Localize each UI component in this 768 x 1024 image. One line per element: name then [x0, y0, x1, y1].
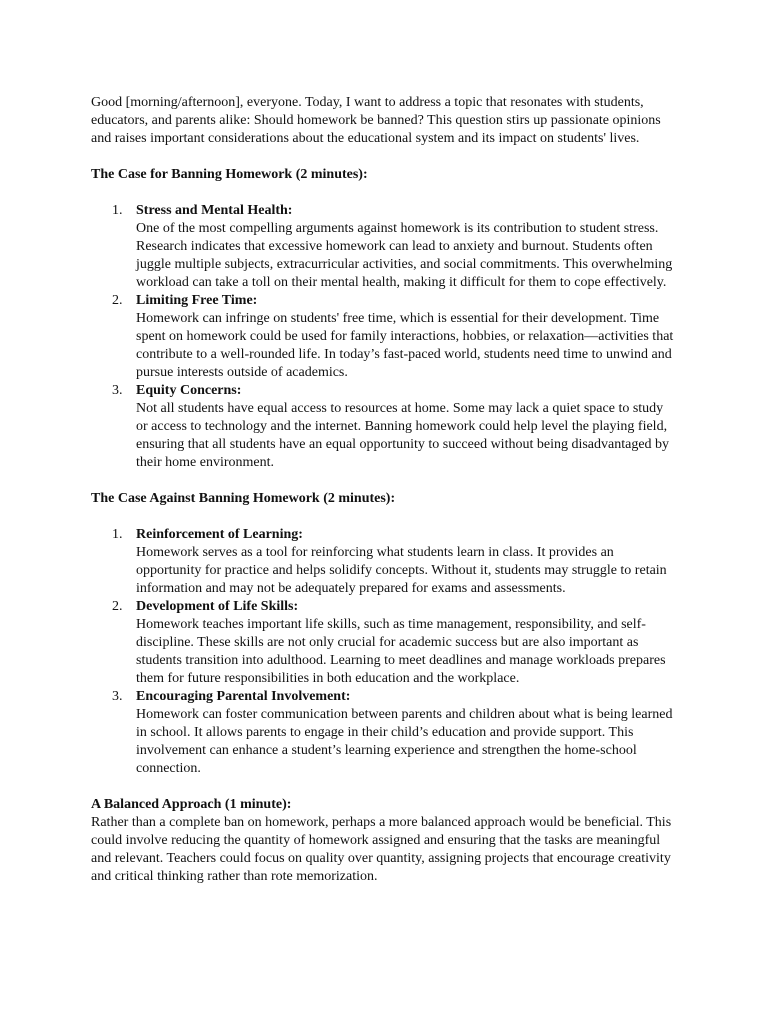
case-for-heading: The Case for Banning Homework (2 minutes): [91, 167, 368, 182]
balanced-approach-heading: A Balanced Approach (1 minute): [91, 797, 292, 812]
list-item [91, 598, 678, 688]
case-against-heading: The Case Against Banning Homework (2 minutes): [91, 491, 396, 506]
list-item [91, 292, 678, 382]
list-item [91, 526, 678, 598]
list-item [91, 688, 678, 778]
list-number: 2. [112, 599, 123, 614]
case-for-list [91, 202, 678, 472]
list-item-title: Equity Concerns: [136, 383, 242, 398]
list-item [91, 202, 678, 292]
list-item-body: Homework can infringe on students' free time, which is essential for their development. Time spent on homework could be used for family interactions, hobbies, or relaxation—activities that contribute to a well-rounded life. In today’s fast-paced world, students need time to unwind and pursue interests outside of academics. [136, 311, 674, 380]
list-item-body: One of the most compelling arguments against homework is its contribution to student stress. Research indicates that excessive homework can lead to anxiety and burnout. Students often juggle multiple subjects, extracurricular activities, and social commitments. This overwhelming workload can take a toll on their mental health, making it difficult for them to cope effectively. [136, 221, 673, 290]
list-number: 1. [112, 527, 123, 542]
list-number: 3. [112, 689, 123, 704]
case-against-list [91, 526, 678, 778]
list-item-body: Not all students have equal access to resources at home. Some may lack a quiet space to study or access to technology and the internet. Banning homework could help level the playing field, ensuring that all students have an equal opportunity to succeed without being disadvantaged by their home environment. [136, 401, 670, 470]
list-item-body: Homework can foster communication between parents and children about what is being learned in school. It allows parents to engage in their child’s education and provide support. This involvement can enhance a student’s learning experience and strengthen the home-school connection. [136, 707, 673, 776]
list-item-title: Development of Life Skills: [136, 599, 299, 614]
balanced-approach-paragraph: Rather than a complete ban on homework, perhaps a more balanced approach would be beneficial. This could involve reducing the quantity of homework assigned and ensuring that the tasks are meaningful and relevant. Teachers could focus on quality over quantity, assigning projects that encourage creativity and critical thinking rather than rote memorization. [91, 815, 672, 884]
list-item-title: Limiting Free Time: [136, 293, 258, 308]
list-item-title: Reinforcement of Learning: [136, 527, 303, 542]
list-number: 3. [112, 383, 123, 398]
list-item-body: Homework teaches important life skills, such as time management, responsibility, and self-discipline. These skills are not only crucial for academic success but are also important as students transition into adulthood. Learning to meet deadlines and manage workloads prepares them for future responsibilities in both education and the workplace. [136, 617, 666, 686]
list-item-body: Homework serves as a tool for reinforcing what students learn in class. It provides an opportunity for practice and helps solidify concepts. Without it, students may struggle to retain information and may not be adequately prepared for exams and assessments. [136, 545, 667, 596]
list-item-title: Stress and Mental Health: [136, 203, 293, 218]
list-number: 1. [112, 203, 123, 218]
list-number: 2. [112, 293, 123, 308]
intro-paragraph: Good [morning/afternoon], everyone. Today, I want to address a topic that resonates with students, educators, and parents alike: Should homework be banned? This question stirs up passionate opinions and raises important considerations about the educational system and its impact on students' lives. [91, 95, 661, 146]
list-item [91, 382, 678, 472]
list-item-title: Encouraging Parental Involvement: [136, 689, 351, 704]
